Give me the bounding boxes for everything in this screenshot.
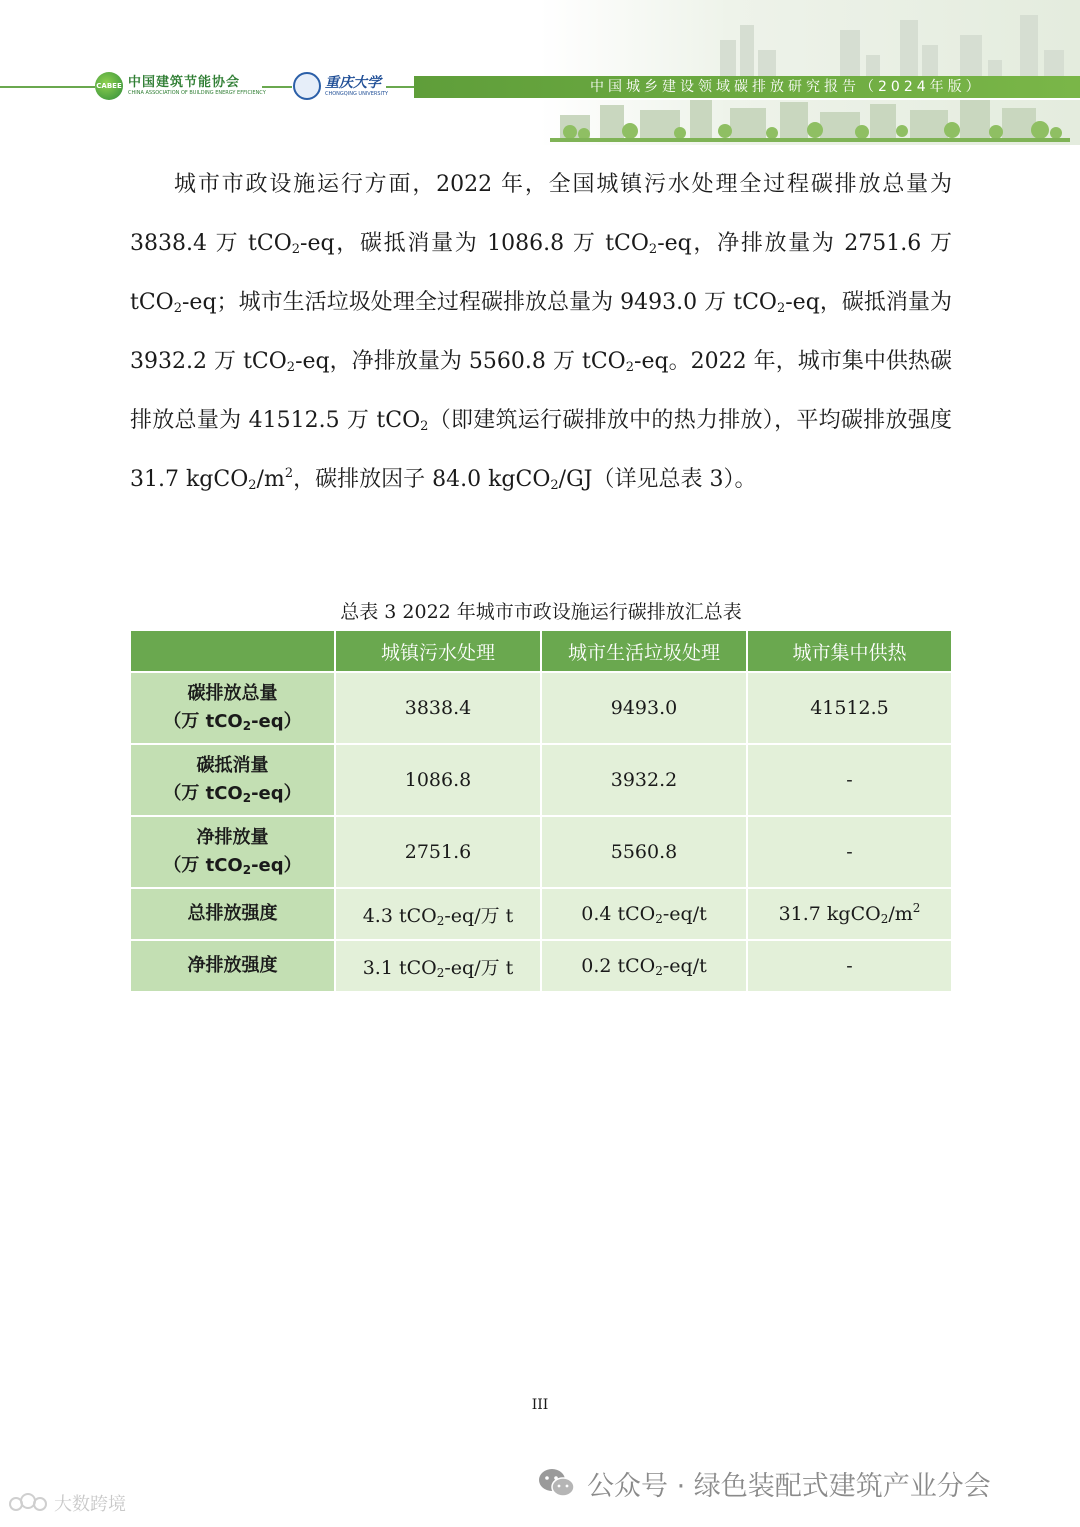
column-header: 城市集中供热 xyxy=(747,630,952,672)
table-cell: 3838.4 xyxy=(335,672,541,744)
table-caption: 总表 3 2022 年城市市政设施运行碳排放汇总表 xyxy=(340,601,742,623)
table-cell: 3.1 tCO$_2$-eq/万 t xyxy=(335,940,541,992)
emissions-summary-table xyxy=(129,629,953,993)
table-row xyxy=(130,888,952,940)
city-skyline-illustration xyxy=(540,0,1080,145)
body-paragraph: 城市市政设施运行方面，2022 年，全国城镇污水处理全过程碳排放总量为 3838.4 万 tCO$_2$-eq，碳抵消量为 1086.8 万 tCO$_2$-eq，净排放量为 2751.6 万 tCO$_2$-eq；城市生活垃圾处理全过程碳排放总量为 9493.0 万 tCO$_2$-eq，碳抵消量为 3932.2 万 tCO$_2$-eq，净排放量为 5560.8 万 tCO$_2$-eq。2022 年，城市集中供热碳排放总量为 41512.5 万 tCO$_2$（即建筑运行碳排放中的热力排放），平均碳排放强度 31.7 $kgCO_2/m^2$，碳排放因子 84.0 kgCO$_2$/GJ（详见总表 3）。 xyxy=(130,172,952,493)
cqu-seal-icon xyxy=(293,72,321,100)
wechat-icon xyxy=(537,1467,577,1499)
table-row xyxy=(130,672,952,744)
row-header: 碳排放总量 （万 tCO$_2$-eq） xyxy=(130,672,335,744)
column-header: 城市生活垃圾处理 xyxy=(541,630,747,672)
page-number: III xyxy=(531,1397,549,1413)
table-cell: 0.2 tCO$_2$-eq/t xyxy=(541,940,747,992)
table-cell: 0.4 tCO$_2$-eq/t xyxy=(541,888,747,940)
table-cell: 1086.8 xyxy=(335,744,541,816)
header-divider-line xyxy=(262,86,292,88)
org2-name: 重庆大学 xyxy=(325,74,381,91)
corner-mark-text: 大数跨境 xyxy=(54,1494,126,1515)
table-cell: - xyxy=(747,816,952,888)
org1-name-en: CHINA ASSOCIATION OF BUILDING ENERGY EFFICIENCY xyxy=(128,90,266,96)
table-cell: 41512.5 xyxy=(747,672,952,744)
table-cell: 5560.8 xyxy=(541,816,747,888)
org2-name-en: CHONGQING UNIVERSITY xyxy=(325,90,389,97)
report-title: 中国城乡建设领域碳排放研究报告（2024年版） xyxy=(590,79,984,95)
table-row xyxy=(130,816,952,888)
header-divider-line xyxy=(0,86,95,88)
row-header: 总排放强度 xyxy=(130,888,335,940)
table-cell: - xyxy=(747,940,952,992)
watermark-text: 公众号 · 绿色装配式建筑产业分会 xyxy=(587,1470,991,1502)
table-cell: 2751.6 xyxy=(335,816,541,888)
row-header: 净排放量 （万 tCO$_2$-eq） xyxy=(130,816,335,888)
report-title-bar xyxy=(414,76,1080,98)
table-cell: 9493.0 xyxy=(541,672,747,744)
column-header xyxy=(130,630,335,672)
table-cell: 3932.2 xyxy=(541,744,747,816)
column-header: 城镇污水处理 xyxy=(335,630,541,672)
cabee-logo xyxy=(95,72,266,100)
row-header: 碳抵消量 （万 tCO$_2$-eq） xyxy=(130,744,335,816)
table-row xyxy=(130,940,952,992)
page-header xyxy=(0,0,1080,145)
org1-name: 中国建筑节能协会 xyxy=(128,75,241,90)
wechat-watermark xyxy=(537,1465,991,1501)
table-cell: - xyxy=(747,744,952,816)
cqu-logo xyxy=(293,72,388,100)
row-header: 净排放强度 xyxy=(130,940,335,992)
cabee-badge-icon: CABEE xyxy=(95,72,123,100)
table-cell: 31.7 $kgCO_2/m^2$ xyxy=(747,888,952,940)
table-cell: 4.3 tCO$_2$-eq/万 t xyxy=(335,888,541,940)
corner-watermark xyxy=(8,1490,126,1516)
table-header-row xyxy=(130,630,952,672)
cloud-logo-icon xyxy=(8,1492,50,1514)
table-row xyxy=(130,744,952,816)
header-divider-line xyxy=(386,86,414,88)
